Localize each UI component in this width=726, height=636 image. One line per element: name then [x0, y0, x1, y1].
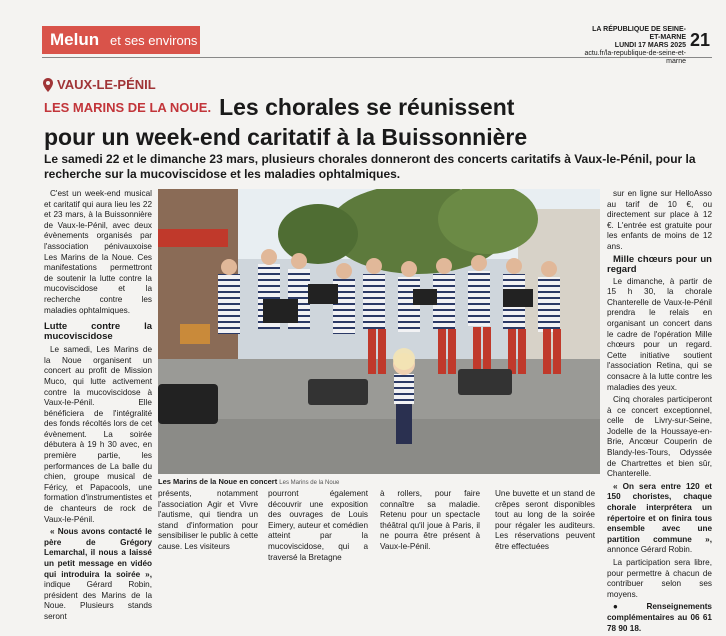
issue-date: LUNDI 17 MARS 2025: [614, 42, 686, 49]
paragraph: La participation sera libre, pour permettre à chacun de contribuer selon ses moyens.: [607, 558, 712, 599]
standfirst: Le samedi 22 et le dimanche 23 mars, plusieurs chorales donneront des concerts caritatifs à Vaux-le-Pénil, pour la recherche sur la mucoviscidose et les maladies ophtalmiques.: [44, 152, 696, 181]
locality: [43, 77, 156, 92]
location-pin-icon: [43, 78, 53, 92]
quote: « On sera entre 120 et 150 choristes, chaque chorale interprétera un répertoire et on finira tous ensemble avec une partition commune »,: [607, 481, 712, 544]
title-line-1: Les chorales se réunissent: [219, 94, 515, 120]
info-line: ● Renseignements complémentaires au 06 61 78 90 18.: [607, 602, 712, 633]
quote: « Nous avons contacté le père de Grégory Lemarchal, il nous a laissé un petit message en vidéo qui introduira la soirée »,: [44, 527, 152, 579]
paragraph: C'est un week-end musical et caritatif qui aura lieu les 22 et 23 mars, à la Buissonnière de Vaux-le-Pénil, avec deux évènements organisés par l'association pénivauxoise Les Marins de la Noue. Ces manifestations permettront de soutenir la lutte contre la mucoviscidose et la recherche contre les maladies ophtalmiques.: [44, 189, 152, 315]
kicker: LES MARINS DE LA NOUE.: [44, 100, 212, 115]
section-subtitle: et ses environs: [110, 33, 198, 48]
column-2: présents, notamment l'association Agir et Vivre l'autisme, qui tiendra un stand d'information pour sensibiliser le public à cette cause. Les visiteurs: [158, 489, 258, 551]
column-1: [44, 189, 152, 625]
locality-label: VAUX-LE-PÉNIL: [57, 77, 156, 92]
page-number: 21: [690, 30, 711, 50]
column-4: à rollers, pour faire connaître sa maladie. Retenu pour un spectacle théâtral qu'il joue à Paris, il ne pourra être présent à Vaux-le-Pénil.: [380, 489, 480, 551]
quote-attribution: annonce Gérard Robin.: [607, 545, 693, 555]
column-right: [607, 189, 712, 636]
intertitle: Lutte contre la mucoviscidose: [44, 321, 152, 343]
intertitle: Mille chœurs pour un regard: [607, 253, 712, 275]
section-band: [42, 26, 200, 54]
paragraph: Le samedi, Les Marins de la Noue organisent un concert au profit de Mission Muco, qui lutte activement contre la mucoviscidose à Vaux-le-Pénil. Elle bénéficiera de l'intégralité des fonds récoltés lors de cet évènement. La soirée débutera à 19 h 30 avec, en première partie, les performances de La balle du chien, groupe musical de Féricy, et Papacools, une formation d'instrumentistes et de chanteurs de rock de Vaux-le-Pénil.: [44, 345, 152, 524]
caption-text: Les Marins de la Noue en concert: [158, 477, 278, 486]
paragraph: sur en ligne sur HelloAsso au tarif de 10 €, ou directement sur place à 12 €. L'entrée est gratuite pour les enfants de moins de 12 ans.: [607, 189, 712, 251]
column-3: pourront également découvrir une exposition des ouvrages de Louis Eimery, auteur et comédien atteint par la mucoviscidose, qui a traversé la Bretagne: [268, 489, 368, 562]
paper-name: LA RÉPUBLIQUE DE SEINE-ET-MARNE: [592, 26, 686, 41]
header-rule: [42, 57, 712, 58]
section-title: Melun: [50, 30, 100, 49]
photo-caption: [158, 477, 458, 486]
paragraph: Le dimanche, à partir de 15 h 30, la chorale Chanterelle de Vaux-le-Pénil prendra le relais en organisant un concert dans le cadre de l'opération Mille chœurs pour un regard. Cette initiative soutient l'association Retina, qui se consacre à la lutte contre les maladies des yeux.: [607, 276, 712, 392]
paragraph: Cinq chorales participeront à ce concert exceptionnel, celle de Livry-sur-Seine, Jodelle de la Houssaye-en-Brie, Ancœur Couperin de Blandy-les-Tours, Odyssée de Chartrettes et bien sûr, Chanterelle.: [607, 395, 712, 479]
paragraph: indique Gérard Robin, président des Marins de la Noue. Plusieurs stands seront: [44, 580, 152, 621]
title-line-2: pour un week-end caritatif à la Buissonnière: [44, 124, 528, 150]
headline: [44, 94, 704, 151]
column-5: Une buvette et un stand de crêpes seront disponibles tout au long de la soirée pour régaler les auditeurs. Les réservations peuvent être effectuées: [495, 489, 595, 551]
website[interactable]: actu.fr/la-republique-de-seine-et-marne: [584, 50, 686, 65]
photo-credit: Les Marins de la Noue: [279, 480, 340, 486]
masthead: [582, 26, 686, 66]
concert-photo: [158, 189, 600, 474]
